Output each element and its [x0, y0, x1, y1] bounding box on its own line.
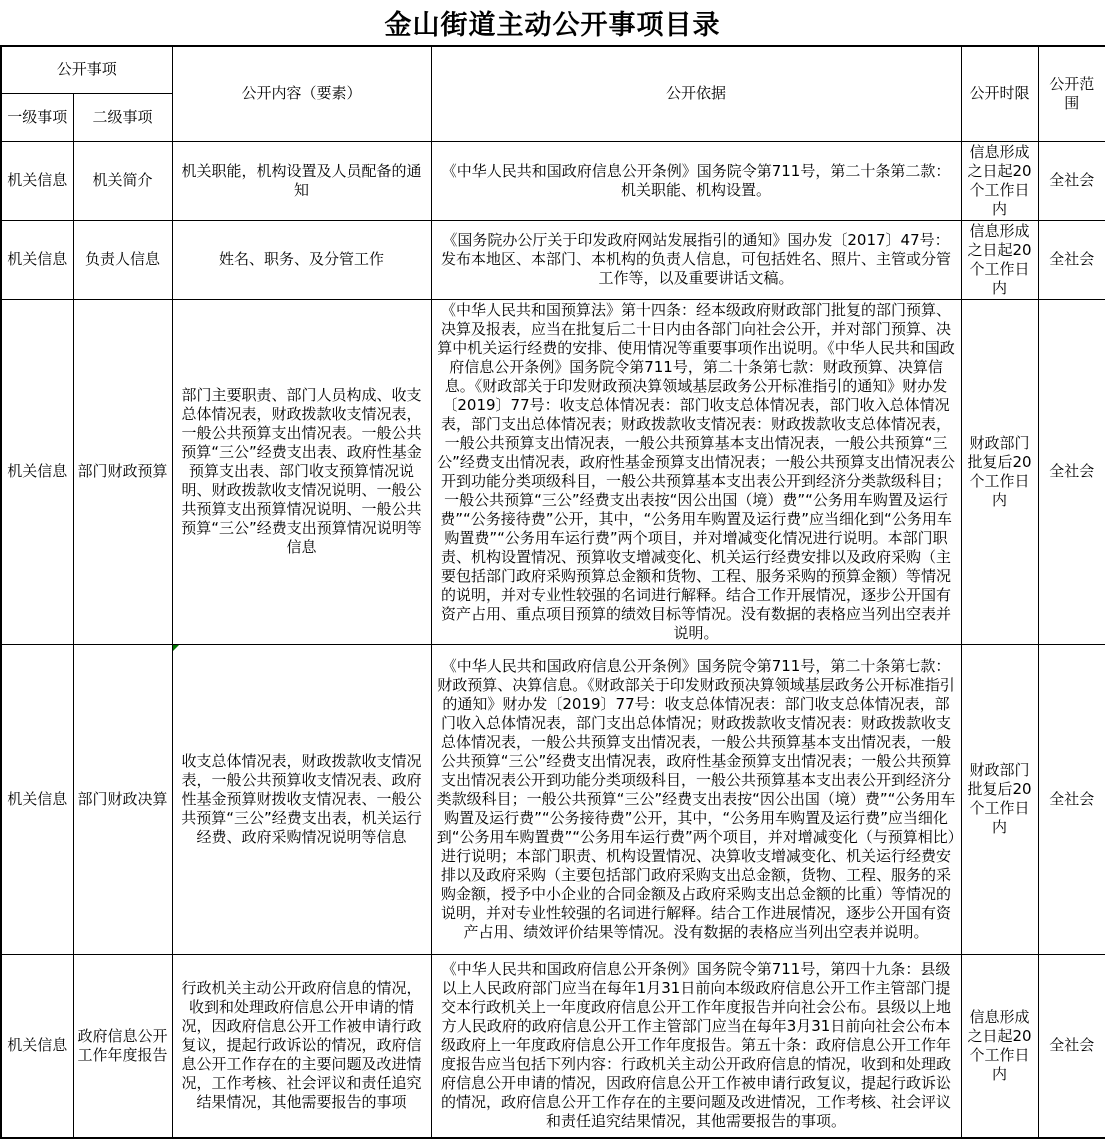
cell-content	[172, 644, 431, 954]
table-row	[1, 644, 1105, 954]
table-row	[1, 299, 1105, 644]
cell-scope: 全社会	[1038, 220, 1105, 299]
cell-basis: 《中华人民共和国政府信息公开条例》国务院令第711号，第二十条第二款：机关职能、机构设置。	[431, 141, 961, 220]
cell-level2: 部门财政预算	[73, 299, 172, 644]
cell-level2: 负责人信息	[73, 220, 172, 299]
cell-content: 姓名、职务、及分管工作	[172, 220, 431, 299]
cell-content-text: 收支总体情况表，财政拨款收支情况表，一般公共预算收支情况表、政府性基金预算财拨收支情况表、一般公共预算“三公”经费支出表，机关运行经费、政府采购情况说明等信息	[181, 751, 422, 846]
cell-basis: 《中华人民共和国预算法》第十四条：经本级政府财政部门批复的部门预算、决算及报表，应当在批复后二十日内由各部门向社会公开，并对部门预算、决算中机关运行经费的安排、使用情况等重要事项作出说明。《中华人民共和国政府信息公开条例》国务院令第711号，第二十条第七款：财政预算、决算信息。《财政部关于印发财政预决算领域基层政务公开标准指引的通知》财办发〔2019〕77号：收支总体情况表：部门收支总体情况表，部门收入总体情况表，部门支出总体情况表；财政拨款收支情况表：财政拨款收支总体情况表，一般公共预算支出情况表，一般公共预算基本支出情况表，一般公共预算“三公”经费支出情况表，政府性基金预算支出情况表；一般公共预算支出情况表公开到功能分类项级科目，一般公共预算基本支出表公开到经济分类款级科目；一般公共预算“三公”经费支出表按“因公出国（境）费”“公务用车购置及运行费”“公务接待费”公开，其中，“公务用车购置及运行费”应当细化到“公务用车购置费”“公务用车运行费”两个项目，并对增减变化情况进行说明。本部门职责、机构设置情况、预算收支增减变化、机关运行经费安排以及政府采购（主要包括部门政府采购预算总金额和货物、工程、服务采购的预算金额）等情况的说明，并对专业性较强的名词进行解释。结合工作开展情况，逐步公开国有资产占用、重点项目预算的绩效目标等情况。没有数据的表格应当列出空表并说明。	[431, 299, 961, 644]
cell-level1: 机关信息	[1, 954, 73, 1138]
cell-comment-marker-icon	[173, 645, 179, 651]
table-row	[1, 141, 1105, 220]
cell-time-limit: 财政部门批复后20个工作日内	[961, 644, 1038, 954]
header-scope: 公开范围	[1038, 46, 1105, 141]
header-level1: 一级事项	[1, 93, 73, 141]
cell-content: 行政机关主动公开政府信息的情况，收到和处理政府信息公开申请的情况，因政府信息公开工作被申请行政复议，提起行政诉讼的情况，政府信息公开工作存在的主要问题及改进情况，工作考核、社会评议和责任追究结果情况，其他需要报告的事项	[172, 954, 431, 1138]
disclosure-catalog-table	[0, 45, 1105, 1139]
cell-content: 机关职能，机构设置及人员配备的通知	[172, 141, 431, 220]
cell-scope: 全社会	[1038, 644, 1105, 954]
header-group-disclosure-items: 公开事项	[1, 46, 172, 93]
cell-basis: 《国务院办公厅关于印发政府网站发展指引的通知》国办发〔2017〕47号：发布本地区、本部门、本机构的负责人信息，可包括姓名、照片、主管或分管工作等，以及重要讲话文稿。	[431, 220, 961, 299]
cell-level2: 政府信息公开工作年度报告	[73, 954, 172, 1138]
cell-content: 部门主要职责、部门人员构成、收支总体情况表，财政拨款收支情况表，一般公共预算支出情况表。一般公共预算“三公”经费支出表、政府性基金预算支出表、部门收支预算情况说明、财政拨款收支情况说明、一般公共预算支出预算情况说明、一般公共预算“三公”经费支出预算情况说明等信息	[172, 299, 431, 644]
cell-scope: 全社会	[1038, 299, 1105, 644]
cell-level1: 机关信息	[1, 220, 73, 299]
cell-level2: 部门财政决算	[73, 644, 172, 954]
cell-level1: 机关信息	[1, 299, 73, 644]
cell-basis: 《中华人民共和国政府信息公开条例》国务院令第711号，第四十九条：县级以上人民政府部门应当在每年1月31日前向本级政府信息公开工作主管部门提交本行政机关上一年度政府信息公开工作年度报告并向社会公布。县级以上地方人民政府的政府信息公开工作主管部门应当在每年3月31日前向社会公布本级政府上一年度政府信息公开工作年度报告。第五十条：政府信息公开工作年度报告应当包括下列内容：行政机关主动公开政府信息的情况，收到和处理政府信息公开申请的情况，因政府信息公开工作被申请行政复议，提起行政诉讼的情况，政府信息公开工作存在的主要问题及改进情况，工作考核、社会评议和责任追究结果情况，其他需要报告的事项。	[431, 954, 961, 1138]
cell-level1: 机关信息	[1, 141, 73, 220]
cell-time-limit: 信息形成之日起20个工作日内	[961, 954, 1038, 1138]
page-title: 金山街道主动公开事项目录	[384, 10, 721, 41]
cell-level1: 机关信息	[1, 644, 73, 954]
cell-scope: 全社会	[1038, 141, 1105, 220]
cell-basis: 《中华人民共和国政府信息公开条例》国务院令第711号，第二十条第七款：财政预算、决算信息。《财政部关于印发财政预决算领域基层政务公开标准指引的通知》财办发〔2019〕77号：收支总体情况表：部门收支总体情况表，部门收入总体情况表，部门支出总体情况；财政拨款收支情况表：财政拨款收支总体情况表，一般公共预算支出情况表，一般公共预算基本支出情况表，一般公共预算“三公”经费支出情况表，政府性基金预算支出情况表；一般公共预算支出情况表公开到功能分类项级科目，一般公共预算基本支出表公开到经济分类款级科目；一般公共预算“三公”经费支出表按“因公出国（境）费”“公务用车购置及运行费”“公务接待费”公开，其中，“公务用车购置及运行费”应当细化到“公务用车购置费”“公务用车运行费”两个项目，并对增减变化（与预算相比）进行说明；本部门职责、机构设置情况、决算收支增减变化、机关运行经费安排以及政府采购（主要包括部门政府采购支出总金额，货物、工程、服务的采购金额，授予中小企业的合同金额及占政府采购支出总金额的比重）等情况的说明，并对专业性较强的名词进行解释。结合工作进展情况，逐步公开国有资产占用、绩效评价结果等情况。没有数据的表格应当列出空表并说明。	[431, 644, 961, 954]
cell-time-limit: 信息形成之日起20个工作日内	[961, 220, 1038, 299]
table-row	[1, 220, 1105, 299]
cell-time-limit: 信息形成之日起20个工作日内	[961, 141, 1038, 220]
cell-time-limit: 财政部门批复后20个工作日内	[961, 299, 1038, 644]
table-row	[1, 954, 1105, 1138]
cell-scope: 全社会	[1038, 954, 1105, 1138]
header-level2: 二级事项	[73, 93, 172, 141]
cell-level2: 机关简介	[73, 141, 172, 220]
header-content: 公开内容（要素）	[172, 46, 431, 141]
header-basis: 公开依据	[431, 46, 961, 141]
header-time-limit: 公开时限	[961, 46, 1038, 141]
